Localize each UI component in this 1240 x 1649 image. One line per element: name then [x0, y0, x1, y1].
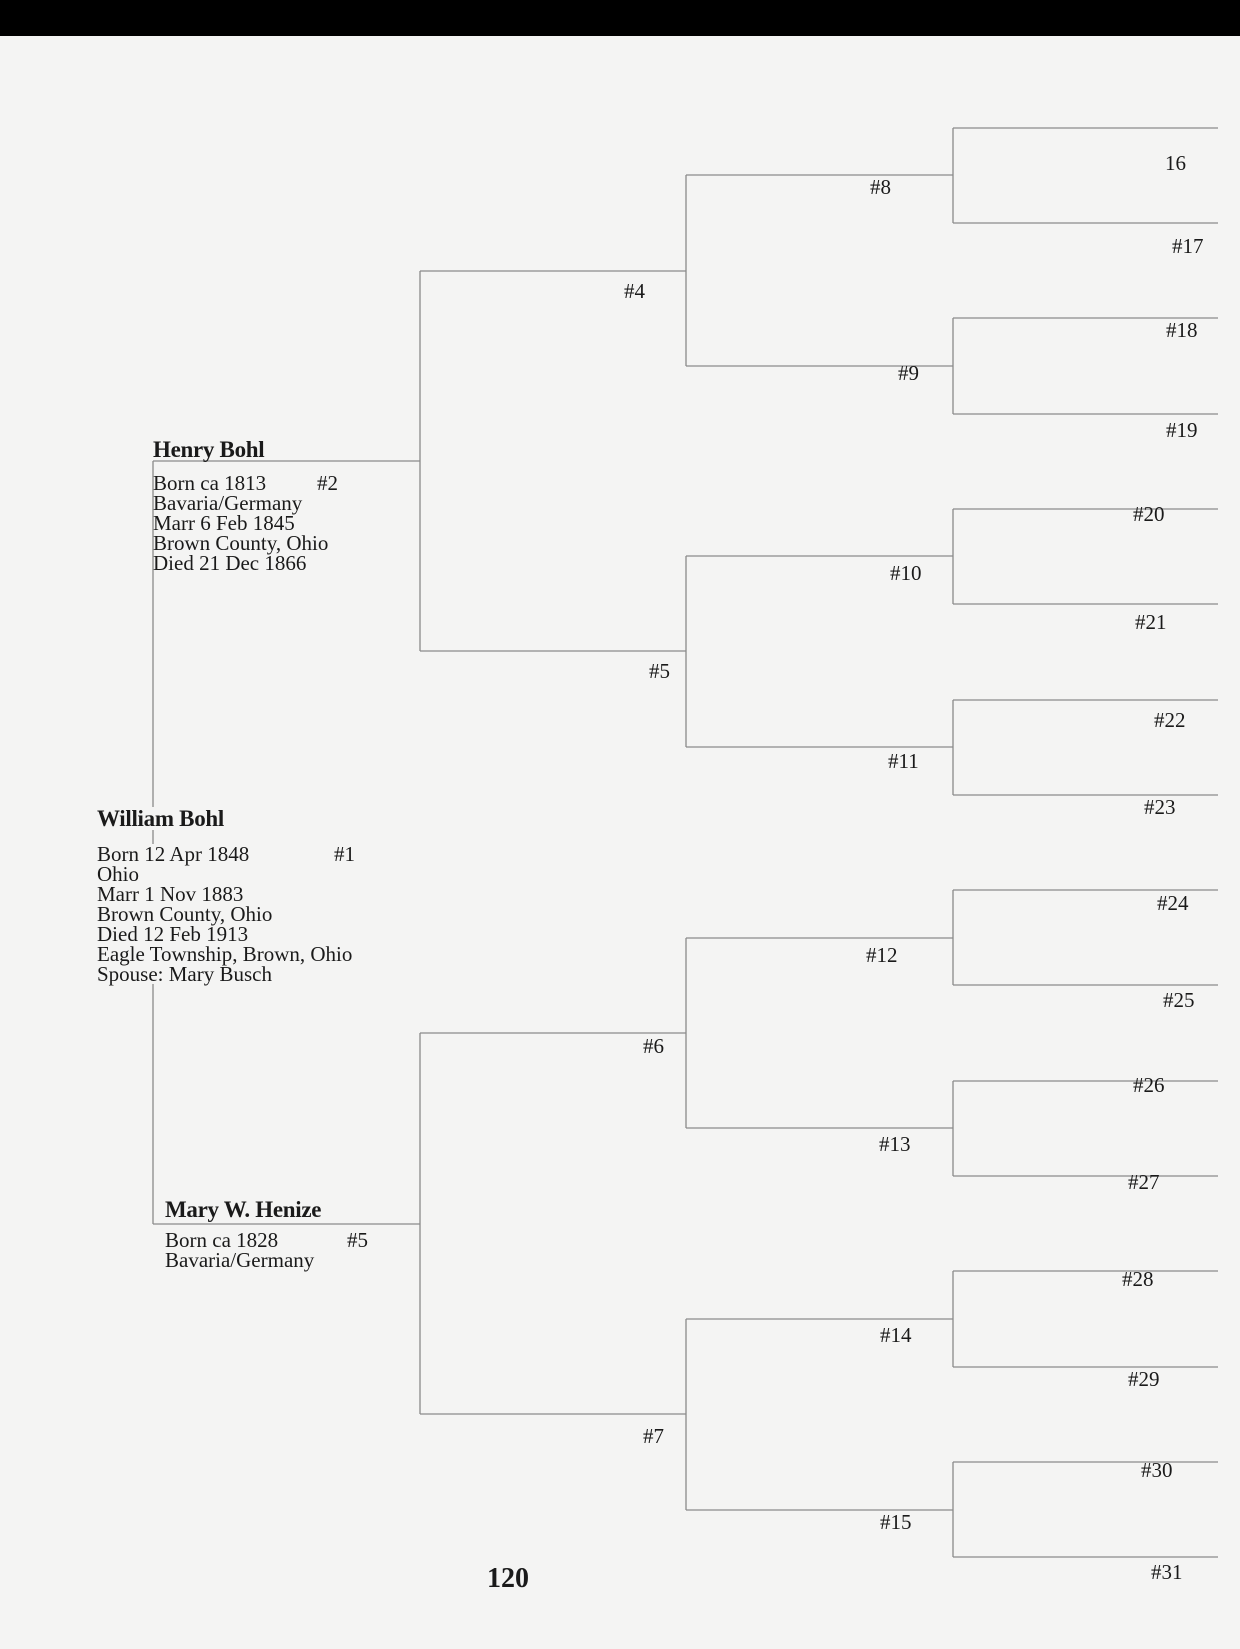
gen5-label: #23	[1144, 795, 1176, 819]
person3-line-born-place: Bavaria/Germany	[165, 1248, 315, 1272]
person2-number: #2	[317, 471, 338, 495]
gen5-label: #25	[1163, 988, 1195, 1012]
gen5-label: #17	[1172, 234, 1204, 258]
gen3-label: #4	[624, 279, 645, 303]
gen3-label: #7	[643, 1424, 664, 1448]
person2-name: Henry Bohl	[153, 437, 265, 462]
gen3-label: #6	[643, 1034, 664, 1058]
gen5-label: #29	[1128, 1367, 1160, 1391]
gen3-label: #5	[649, 659, 670, 683]
gen5-label: #18	[1166, 318, 1198, 342]
person2-line-marr-place: Brown County, Ohio	[153, 531, 329, 555]
gen5-label: 16	[1165, 151, 1186, 175]
gen4-label: #10	[890, 561, 922, 585]
person2-line-born: Born ca 1813	[153, 471, 267, 495]
gen4-label: #11	[888, 749, 919, 773]
gen5-label: #24	[1157, 891, 1189, 915]
person1-name: William Bohl	[97, 807, 244, 830]
gen5-label: #19	[1166, 418, 1198, 442]
person1-details	[97, 844, 352, 984]
gen5-label: #21	[1135, 610, 1167, 634]
person3-details	[165, 1230, 314, 1270]
gen5-label: #28	[1122, 1267, 1154, 1291]
person1-line-spouse: Spouse: Mary Busch	[97, 962, 272, 986]
gen4-label: #8	[870, 175, 891, 199]
person1-number: #1	[334, 842, 355, 866]
person1-line-marr-place: Brown County, Ohio	[97, 902, 273, 926]
person1-line-died: Died 12 Feb 1913	[97, 922, 249, 946]
gen4-label: #15	[880, 1510, 912, 1534]
gen5-label: #20	[1133, 502, 1165, 526]
person1-line-died-place: Eagle Township, Brown, Ohio	[97, 942, 353, 966]
person2-line-born-place: Bavaria/Germany	[153, 491, 303, 515]
person2-line-marr: Marr 6 Feb 1845	[153, 511, 295, 535]
person2-line-died: Died 21 Dec 1866	[153, 551, 307, 575]
gen5-label: #31	[1151, 1560, 1183, 1584]
page-number: 120	[487, 1563, 529, 1594]
gen5-label: #22	[1154, 708, 1186, 732]
person2-details	[153, 473, 328, 573]
gen5-label: #30	[1141, 1458, 1173, 1482]
person1-line-born: Born 12 Apr 1848	[97, 842, 250, 866]
person3-line-born: Born ca 1828	[165, 1228, 279, 1252]
gen4-label: #14	[880, 1323, 912, 1347]
person3-name: Mary W. Henize	[165, 1197, 322, 1222]
gen5-label: #27	[1128, 1170, 1160, 1194]
gen4-label: #9	[898, 361, 919, 385]
person3-number: #5	[347, 1228, 368, 1252]
gen4-label: #13	[879, 1132, 911, 1156]
gen4-label: #12	[866, 943, 898, 967]
person1-line-marr: Marr 1 Nov 1883	[97, 882, 244, 906]
person1-line-born-place: Ohio	[97, 862, 139, 886]
gen5-label: #26	[1133, 1073, 1165, 1097]
